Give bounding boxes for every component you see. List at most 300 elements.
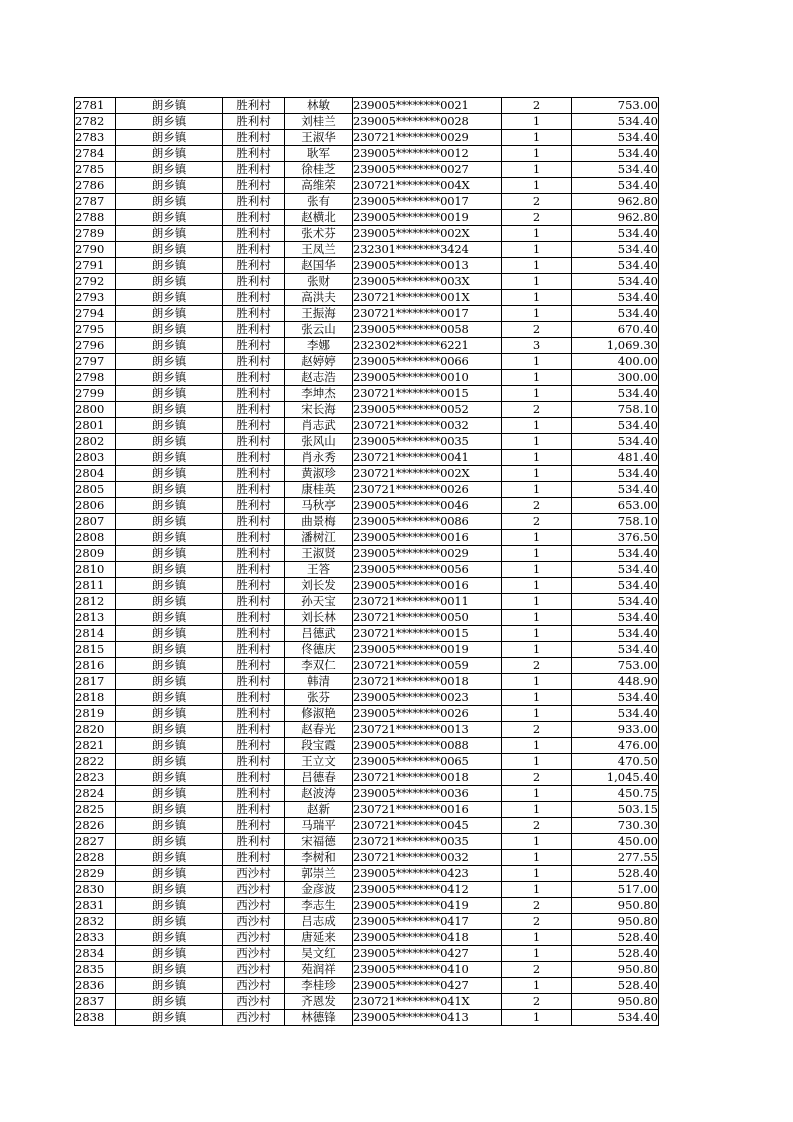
household-size-cell: 2: [502, 914, 572, 930]
name-cell: 张风山: [285, 434, 353, 450]
household-size-cell: 1: [502, 114, 572, 130]
village-cell: 西沙村: [223, 866, 285, 882]
row-number-cell: 2796: [75, 338, 116, 354]
table-row: [75, 834, 659, 850]
table-row: [75, 594, 659, 610]
row-number-cell: 2794: [75, 306, 116, 322]
village-cell: 胜利村: [223, 130, 285, 146]
row-number-cell: 2817: [75, 674, 116, 690]
id-number-cell: 230721********0041: [353, 450, 502, 466]
amount-cell: 534.40: [572, 642, 659, 658]
table-row: [75, 642, 659, 658]
village-cell: 胜利村: [223, 386, 285, 402]
amount-cell: 534.40: [572, 434, 659, 450]
row-number-cell: 2813: [75, 610, 116, 626]
row-number-cell: 2829: [75, 866, 116, 882]
amount-cell: 528.40: [572, 930, 659, 946]
household-size-cell: 2: [502, 898, 572, 914]
table-row: [75, 466, 659, 482]
row-number-cell: 2810: [75, 562, 116, 578]
name-cell: 张云山: [285, 322, 353, 338]
amount-cell: 758.10: [572, 514, 659, 530]
village-cell: 胜利村: [223, 626, 285, 642]
id-number-cell: 239005********0065: [353, 754, 502, 770]
amount-cell: 528.40: [572, 946, 659, 962]
village-cell: 西沙村: [223, 994, 285, 1010]
amount-cell: 534.40: [572, 1010, 659, 1026]
name-cell: 马瑞平: [285, 818, 353, 834]
name-cell: 徐桂芝: [285, 162, 353, 178]
row-number-cell: 2820: [75, 722, 116, 738]
name-cell: 苑润祥: [285, 962, 353, 978]
row-number-cell: 2791: [75, 258, 116, 274]
table-row: [75, 1010, 659, 1026]
village-cell: 胜利村: [223, 562, 285, 578]
household-size-cell: 3: [502, 338, 572, 354]
town-cell: 朗乡镇: [116, 754, 223, 770]
id-number-cell: 239005********0019: [353, 642, 502, 658]
amount-cell: 534.40: [572, 578, 659, 594]
id-number-cell: 239005********0026: [353, 706, 502, 722]
town-cell: 朗乡镇: [116, 98, 223, 114]
table-row: [75, 98, 659, 114]
name-cell: 李双仁: [285, 658, 353, 674]
table-row: [75, 322, 659, 338]
table-row: [75, 962, 659, 978]
household-size-cell: 1: [502, 1010, 572, 1026]
village-cell: 西沙村: [223, 914, 285, 930]
row-number-cell: 2786: [75, 178, 116, 194]
name-cell: 肖志武: [285, 418, 353, 434]
table-row: [75, 226, 659, 242]
name-cell: 赵春光: [285, 722, 353, 738]
amount-cell: 534.40: [572, 690, 659, 706]
table-row: [75, 610, 659, 626]
town-cell: 朗乡镇: [116, 738, 223, 754]
village-cell: 胜利村: [223, 818, 285, 834]
town-cell: 朗乡镇: [116, 386, 223, 402]
village-cell: 胜利村: [223, 514, 285, 530]
town-cell: 朗乡镇: [116, 162, 223, 178]
id-number-cell: 239005********0036: [353, 786, 502, 802]
name-cell: 赵志浩: [285, 370, 353, 386]
household-size-cell: 1: [502, 802, 572, 818]
row-number-cell: 2818: [75, 690, 116, 706]
table-row: [75, 418, 659, 434]
household-size-cell: 2: [502, 514, 572, 530]
household-size-cell: 1: [502, 850, 572, 866]
town-cell: 朗乡镇: [116, 722, 223, 738]
id-number-cell: 230721********0026: [353, 482, 502, 498]
id-number-cell: 239005********0028: [353, 114, 502, 130]
table-row: [75, 994, 659, 1010]
household-size-cell: 1: [502, 386, 572, 402]
amount-cell: 470.50: [572, 754, 659, 770]
row-number-cell: 2803: [75, 450, 116, 466]
id-number-cell: 239005********0413: [353, 1010, 502, 1026]
id-number-cell: 232302********6221: [353, 338, 502, 354]
name-cell: 高维荣: [285, 178, 353, 194]
id-number-cell: 232301********3424: [353, 242, 502, 258]
household-size-cell: 1: [502, 610, 572, 626]
row-number-cell: 2792: [75, 274, 116, 290]
village-cell: 胜利村: [223, 722, 285, 738]
household-size-cell: 1: [502, 738, 572, 754]
town-cell: 朗乡镇: [116, 658, 223, 674]
table-row: [75, 290, 659, 306]
id-number-cell: 230721********0032: [353, 850, 502, 866]
row-number-cell: 2821: [75, 738, 116, 754]
household-size-cell: 1: [502, 418, 572, 434]
row-number-cell: 2784: [75, 146, 116, 162]
table-row: [75, 898, 659, 914]
id-number-cell: 239005********0029: [353, 546, 502, 562]
amount-cell: 534.40: [572, 178, 659, 194]
village-cell: 胜利村: [223, 226, 285, 242]
id-number-cell: 230721********0018: [353, 770, 502, 786]
town-cell: 朗乡镇: [116, 610, 223, 626]
name-cell: 高洪夫: [285, 290, 353, 306]
town-cell: 朗乡镇: [116, 930, 223, 946]
amount-cell: 1,045.40: [572, 770, 659, 786]
amount-cell: 476.00: [572, 738, 659, 754]
name-cell: 赵新: [285, 802, 353, 818]
table-row: [75, 770, 659, 786]
row-number-cell: 2833: [75, 930, 116, 946]
name-cell: 李娜: [285, 338, 353, 354]
amount-cell: 534.40: [572, 306, 659, 322]
row-number-cell: 2809: [75, 546, 116, 562]
name-cell: 黄淑珍: [285, 466, 353, 482]
village-cell: 胜利村: [223, 418, 285, 434]
amount-cell: 534.40: [572, 706, 659, 722]
village-cell: 西沙村: [223, 946, 285, 962]
village-cell: 胜利村: [223, 210, 285, 226]
id-number-cell: 239005********002X: [353, 226, 502, 242]
household-size-cell: 1: [502, 226, 572, 242]
table-row: [75, 114, 659, 130]
town-cell: 朗乡镇: [116, 706, 223, 722]
id-number-cell: 239005********0417: [353, 914, 502, 930]
amount-cell: 450.00: [572, 834, 659, 850]
name-cell: 张财: [285, 274, 353, 290]
table-row: [75, 434, 659, 450]
name-cell: 肖永秀: [285, 450, 353, 466]
amount-cell: 933.00: [572, 722, 659, 738]
amount-cell: 528.40: [572, 866, 659, 882]
row-number-cell: 2785: [75, 162, 116, 178]
amount-cell: 517.00: [572, 882, 659, 898]
village-cell: 胜利村: [223, 802, 285, 818]
table-row: [75, 402, 659, 418]
household-size-cell: 1: [502, 258, 572, 274]
village-cell: 胜利村: [223, 98, 285, 114]
household-size-cell: 1: [502, 930, 572, 946]
household-size-cell: 1: [502, 946, 572, 962]
household-size-cell: 1: [502, 274, 572, 290]
id-number-cell: 230721********0050: [353, 610, 502, 626]
table-row: [75, 818, 659, 834]
row-number-cell: 2827: [75, 834, 116, 850]
row-number-cell: 2800: [75, 402, 116, 418]
row-number-cell: 2835: [75, 962, 116, 978]
household-size-cell: 1: [502, 130, 572, 146]
table-row: [75, 946, 659, 962]
village-cell: 胜利村: [223, 834, 285, 850]
household-size-cell: 1: [502, 578, 572, 594]
town-cell: 朗乡镇: [116, 450, 223, 466]
table-row: [75, 146, 659, 162]
row-number-cell: 2802: [75, 434, 116, 450]
id-number-cell: 239005********0035: [353, 434, 502, 450]
table-row: [75, 578, 659, 594]
amount-cell: 534.40: [572, 290, 659, 306]
village-cell: 西沙村: [223, 1010, 285, 1026]
town-cell: 朗乡镇: [116, 482, 223, 498]
amount-cell: 962.80: [572, 210, 659, 226]
town-cell: 朗乡镇: [116, 674, 223, 690]
id-number-cell: 239005********0016: [353, 578, 502, 594]
town-cell: 朗乡镇: [116, 642, 223, 658]
town-cell: 朗乡镇: [116, 434, 223, 450]
table-row: [75, 850, 659, 866]
amount-cell: 300.00: [572, 370, 659, 386]
table-row: [75, 354, 659, 370]
table-row: [75, 738, 659, 754]
table-row: [75, 306, 659, 322]
row-number-cell: 2836: [75, 978, 116, 994]
table-row: [75, 210, 659, 226]
village-cell: 胜利村: [223, 594, 285, 610]
row-number-cell: 2815: [75, 642, 116, 658]
id-number-cell: 230721********0035: [353, 834, 502, 850]
name-cell: 孙天宝: [285, 594, 353, 610]
row-number-cell: 2788: [75, 210, 116, 226]
household-size-cell: 1: [502, 370, 572, 386]
row-number-cell: 2830: [75, 882, 116, 898]
id-number-cell: 230721********0015: [353, 386, 502, 402]
household-size-cell: 1: [502, 162, 572, 178]
amount-cell: 534.40: [572, 146, 659, 162]
name-cell: 李坤杰: [285, 386, 353, 402]
amount-cell: 753.00: [572, 658, 659, 674]
amount-cell: 534.40: [572, 546, 659, 562]
amount-cell: 950.80: [572, 994, 659, 1010]
amount-cell: 1,069.30: [572, 338, 659, 354]
row-number-cell: 2804: [75, 466, 116, 482]
table-row: [75, 258, 659, 274]
id-number-cell: 230721********0018: [353, 674, 502, 690]
row-number-cell: 2805: [75, 482, 116, 498]
row-number-cell: 2811: [75, 578, 116, 594]
amount-cell: 534.40: [572, 482, 659, 498]
household-size-cell: 1: [502, 434, 572, 450]
town-cell: 朗乡镇: [116, 770, 223, 786]
town-cell: 朗乡镇: [116, 690, 223, 706]
row-number-cell: 2789: [75, 226, 116, 242]
table-row: [75, 978, 659, 994]
amount-cell: 753.00: [572, 98, 659, 114]
village-cell: 胜利村: [223, 786, 285, 802]
town-cell: 朗乡镇: [116, 146, 223, 162]
village-cell: 胜利村: [223, 114, 285, 130]
amount-cell: 534.40: [572, 610, 659, 626]
id-number-cell: 239005********0410: [353, 962, 502, 978]
amount-cell: 448.90: [572, 674, 659, 690]
household-size-cell: 2: [502, 962, 572, 978]
amount-cell: 950.80: [572, 962, 659, 978]
name-cell: 王立文: [285, 754, 353, 770]
id-number-cell: 230721********0045: [353, 818, 502, 834]
village-cell: 胜利村: [223, 194, 285, 210]
amount-cell: 481.40: [572, 450, 659, 466]
name-cell: 刘长林: [285, 610, 353, 626]
table-row: [75, 802, 659, 818]
name-cell: 李树和: [285, 850, 353, 866]
id-number-cell: 239005********0086: [353, 514, 502, 530]
name-cell: 金彦波: [285, 882, 353, 898]
name-cell: 唐延来: [285, 930, 353, 946]
table-row: [75, 274, 659, 290]
amount-cell: 534.40: [572, 130, 659, 146]
town-cell: 朗乡镇: [116, 338, 223, 354]
town-cell: 朗乡镇: [116, 946, 223, 962]
amount-cell: 503.15: [572, 802, 659, 818]
table-row: [75, 722, 659, 738]
table-row: [75, 866, 659, 882]
row-number-cell: 2807: [75, 514, 116, 530]
household-size-cell: 2: [502, 194, 572, 210]
row-number-cell: 2828: [75, 850, 116, 866]
household-size-cell: 1: [502, 786, 572, 802]
town-cell: 朗乡镇: [116, 274, 223, 290]
household-size-cell: 2: [502, 658, 572, 674]
table-row: [75, 626, 659, 642]
row-number-cell: 2826: [75, 818, 116, 834]
village-cell: 胜利村: [223, 450, 285, 466]
id-number-cell: 239005********0021: [353, 98, 502, 114]
table-row: [75, 514, 659, 530]
row-number-cell: 2790: [75, 242, 116, 258]
id-number-cell: 230721********001X: [353, 290, 502, 306]
amount-cell: 758.10: [572, 402, 659, 418]
household-size-cell: 1: [502, 450, 572, 466]
household-size-cell: 1: [502, 642, 572, 658]
town-cell: 朗乡镇: [116, 786, 223, 802]
amount-cell: 950.80: [572, 898, 659, 914]
table-row: [75, 930, 659, 946]
table-row: [75, 754, 659, 770]
name-cell: 王答: [285, 562, 353, 578]
id-number-cell: 230721********0032: [353, 418, 502, 434]
household-size-cell: 1: [502, 290, 572, 306]
id-number-cell: 230721********0011: [353, 594, 502, 610]
table-row: [75, 706, 659, 722]
row-number-cell: 2806: [75, 498, 116, 514]
village-cell: 胜利村: [223, 258, 285, 274]
amount-cell: 534.40: [572, 418, 659, 434]
row-number-cell: 2787: [75, 194, 116, 210]
village-cell: 胜利村: [223, 546, 285, 562]
town-cell: 朗乡镇: [116, 418, 223, 434]
id-number-cell: 239005********0016: [353, 530, 502, 546]
table-row: [75, 658, 659, 674]
id-number-cell: 239005********0419: [353, 898, 502, 914]
name-cell: 韩清: [285, 674, 353, 690]
village-cell: 胜利村: [223, 290, 285, 306]
name-cell: 齐恩发: [285, 994, 353, 1010]
table-row: [75, 914, 659, 930]
table-row: [75, 162, 659, 178]
household-size-cell: 1: [502, 978, 572, 994]
table-row: [75, 546, 659, 562]
household-size-cell: 2: [502, 722, 572, 738]
town-cell: 朗乡镇: [116, 354, 223, 370]
table-row: [75, 386, 659, 402]
row-number-cell: 2838: [75, 1010, 116, 1026]
household-size-cell: 1: [502, 690, 572, 706]
town-cell: 朗乡镇: [116, 914, 223, 930]
village-cell: 西沙村: [223, 930, 285, 946]
row-number-cell: 2812: [75, 594, 116, 610]
town-cell: 朗乡镇: [116, 226, 223, 242]
household-size-cell: 2: [502, 402, 572, 418]
table-row: [75, 178, 659, 194]
name-cell: 赵国华: [285, 258, 353, 274]
village-cell: 胜利村: [223, 530, 285, 546]
town-cell: 朗乡镇: [116, 818, 223, 834]
name-cell: 刘长发: [285, 578, 353, 594]
town-cell: 朗乡镇: [116, 370, 223, 386]
household-size-cell: 1: [502, 178, 572, 194]
village-cell: 胜利村: [223, 354, 285, 370]
town-cell: 朗乡镇: [116, 514, 223, 530]
id-number-cell: 239005********0019: [353, 210, 502, 226]
village-cell: 胜利村: [223, 242, 285, 258]
row-number-cell: 2795: [75, 322, 116, 338]
name-cell: 李志生: [285, 898, 353, 914]
amount-cell: 400.00: [572, 354, 659, 370]
amount-cell: 534.40: [572, 562, 659, 578]
town-cell: 朗乡镇: [116, 962, 223, 978]
town-cell: 朗乡镇: [116, 866, 223, 882]
household-size-cell: 1: [502, 706, 572, 722]
name-cell: 耿军: [285, 146, 353, 162]
name-cell: 王凤兰: [285, 242, 353, 258]
name-cell: 王淑贤: [285, 546, 353, 562]
row-number-cell: 2824: [75, 786, 116, 802]
town-cell: 朗乡镇: [116, 402, 223, 418]
amount-cell: 534.40: [572, 386, 659, 402]
table-row: [75, 450, 659, 466]
id-number-cell: 239005********0066: [353, 354, 502, 370]
village-cell: 西沙村: [223, 962, 285, 978]
id-number-cell: 239005********0418: [353, 930, 502, 946]
row-number-cell: 2834: [75, 946, 116, 962]
id-number-cell: 239005********0058: [353, 322, 502, 338]
name-cell: 宋长海: [285, 402, 353, 418]
name-cell: 张有: [285, 194, 353, 210]
id-number-cell: 230721********0015: [353, 626, 502, 642]
amount-cell: 534.40: [572, 258, 659, 274]
village-cell: 胜利村: [223, 338, 285, 354]
village-cell: 胜利村: [223, 738, 285, 754]
household-size-cell: 1: [502, 674, 572, 690]
amount-cell: 653.00: [572, 498, 659, 514]
household-size-cell: 1: [502, 242, 572, 258]
amount-cell: 534.40: [572, 226, 659, 242]
id-number-cell: 230721********0029: [353, 130, 502, 146]
